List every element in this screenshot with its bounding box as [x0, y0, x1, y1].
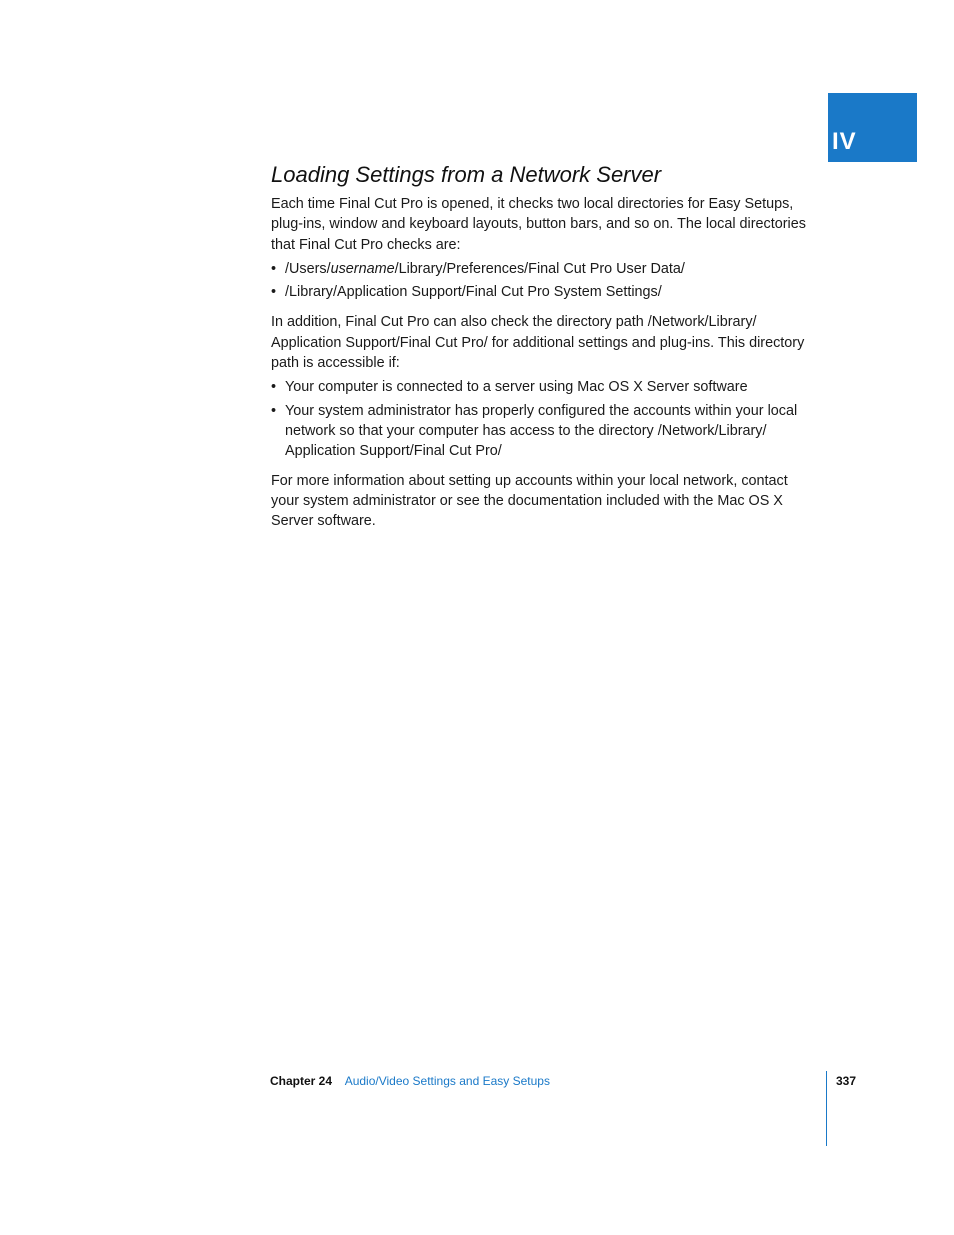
- part-tab: [828, 93, 917, 162]
- intro-paragraph: Each time Final Cut Pro is opened, it checks two local directories for Easy Setups, plug-ins, window and keyboard layouts, button bars, and so on. The local directories that Final Cut Pro checks are:: [271, 196, 806, 253]
- network-paragraph: In addition, Final Cut Pro can also check the directory path /Network/Library/ Application Support/Final Cut Pro/ for additional settings and plug-ins. This directory path is accessible if:: [271, 314, 805, 372]
- footer-chapter: Chapter 24: [270, 1074, 333, 1088]
- directory-list: [271, 259, 816, 303]
- footer-chapter-title: Audio/Video Settings and Easy Setups: [344, 1074, 550, 1088]
- bullet-icon: •: [271, 284, 277, 301]
- directory-path-prefix: /Users/: [285, 260, 331, 277]
- condition-text: Your system administrator has properly configured the accounts within your local network so that your computer has access to the directory /Network/Library/ Application Support/Final Cut Pro/: [285, 402, 798, 460]
- list-item: [271, 401, 816, 462]
- section-title: Loading Settings from a Network Server: [271, 162, 662, 187]
- directory-path: /Library/Application Support/Final Cut Pro System Settings/: [285, 284, 662, 301]
- condition-text: Your computer is connected to a server using Mac OS X Server software: [285, 379, 748, 396]
- list-item: [271, 259, 816, 279]
- directory-path-variable: username: [330, 260, 395, 277]
- bullet-icon: •: [271, 402, 277, 419]
- page-number: 337: [836, 1074, 857, 1088]
- list-item: [271, 282, 816, 302]
- directory-path-suffix: /Library/Preferences/Final Cut Pro User Data/: [394, 260, 685, 277]
- list-item: [271, 377, 816, 397]
- condition-list: [271, 377, 816, 461]
- page-content: [271, 160, 816, 531]
- page-footer: [270, 1073, 550, 1089]
- closing-paragraph: For more information about setting up accounts within your local network, contact your system administrator or see the documentation included with the Mac OS X Server software.: [271, 472, 788, 530]
- part-tab-label: IV: [832, 128, 857, 155]
- footer-divider: [826, 1071, 827, 1146]
- bullet-icon: •: [271, 260, 277, 277]
- bullet-icon: •: [271, 379, 277, 396]
